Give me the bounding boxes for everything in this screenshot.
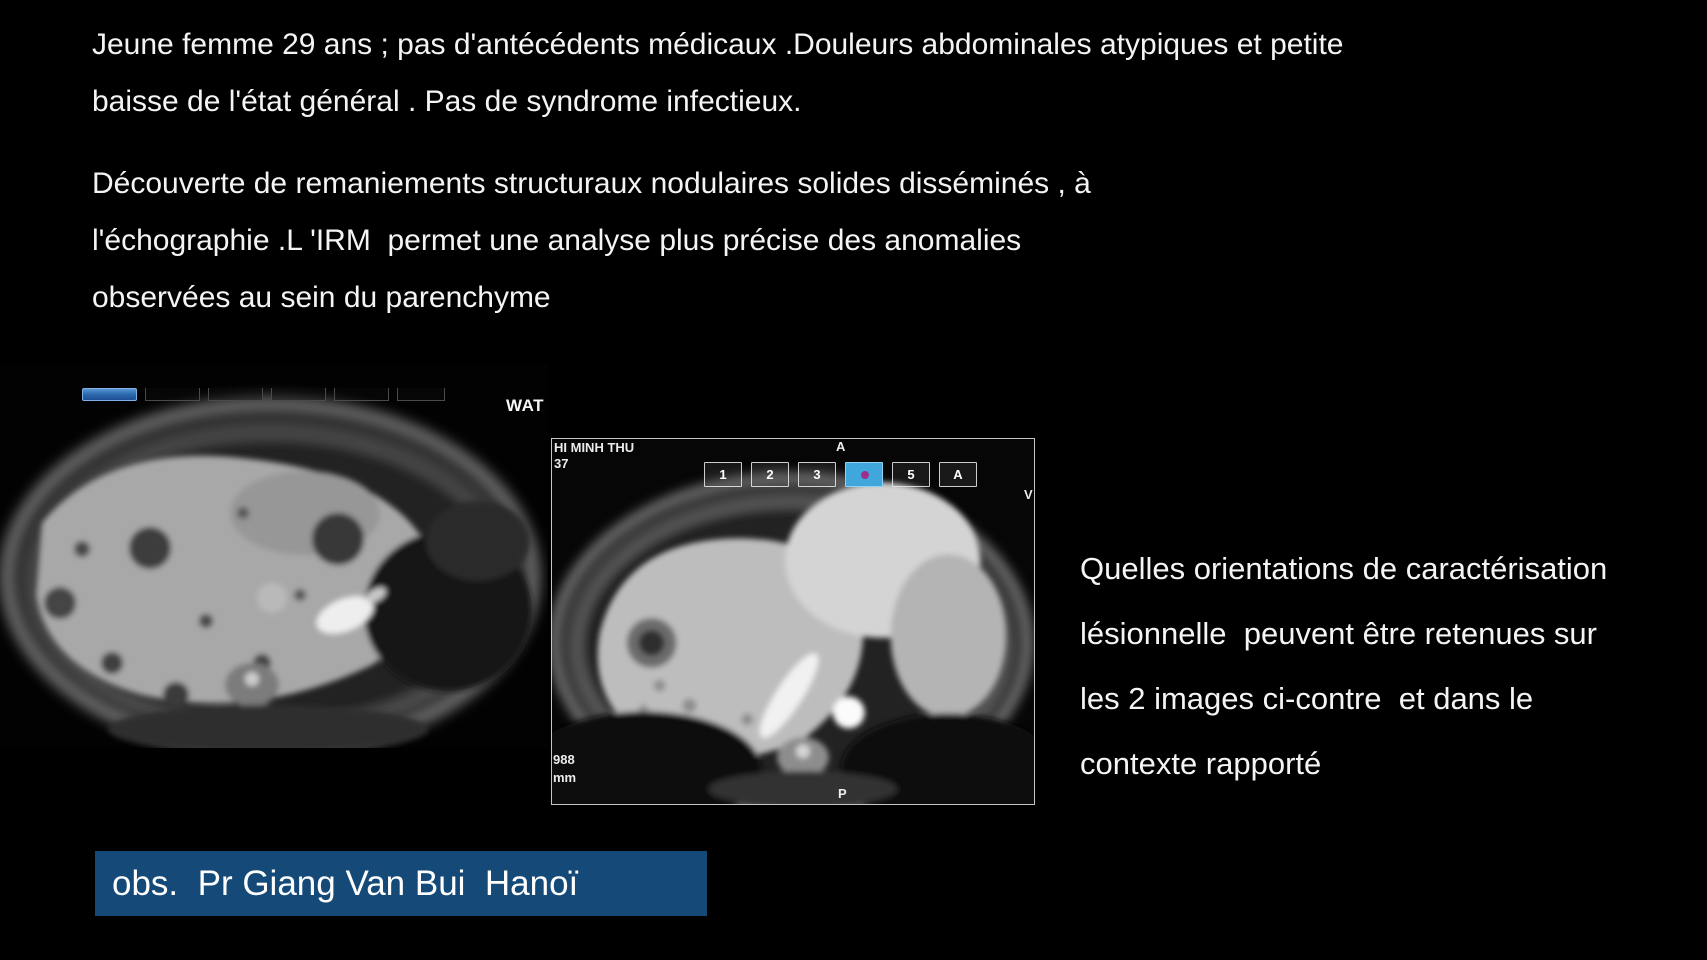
orientation-marker-posterior: P (838, 786, 847, 801)
credit-banner (95, 851, 707, 916)
series-thumbnail (145, 388, 200, 401)
question-text (1080, 536, 1690, 796)
series-thumbnail (334, 388, 389, 401)
findings-line-3: observées au sein du parenchyme (92, 281, 551, 314)
right-axial-mri-graphic (552, 439, 1034, 804)
series-tab-a: A (939, 462, 977, 487)
series-thumbnail (208, 388, 263, 401)
question-line-4: contexte rapporté (1080, 746, 1322, 781)
case-history-line-2: baisse de l'état général . Pas de syndrome infectieux. (92, 85, 802, 118)
series-tab-1: 1 (704, 462, 742, 487)
series-tab-row (552, 462, 1034, 488)
findings-line-1: Découverte de remaniements structuraux nodulaires solides disséminés , à (92, 167, 1091, 200)
selected-tab-dot-icon (861, 471, 869, 479)
scale-value-text: 988 (553, 752, 575, 767)
patient-id-text: HI MINH THU (554, 440, 635, 455)
series-tab-3: 3 (798, 462, 836, 487)
question-line-1: Quelles orientations de caractérisation (1080, 551, 1608, 586)
series-thumbnail (397, 388, 445, 401)
series-tab-2: 2 (751, 462, 789, 487)
findings-line-2: l'échographie .L 'IRM permet une analyse plus précise des anomalies (92, 224, 1022, 257)
case-history-text (92, 16, 1572, 130)
orientation-marker-right: V (1024, 487, 1033, 502)
left-mri-image (0, 363, 548, 748)
case-history-line-1: Jeune femme 29 ans ; pas d'antécédents médicaux .Douleurs abdominales atypiques et petite (92, 28, 1344, 61)
orientation-marker-anterior: A (836, 439, 846, 454)
findings-text (92, 155, 1312, 326)
series-thumbnail-strip (0, 363, 548, 407)
credit-label: obs. Pr Giang Van Bui Hanoï (112, 863, 579, 903)
selected-series-thumbnail (82, 388, 137, 401)
left-axial-mri-graphic (0, 363, 548, 748)
series-tab-5: 5 (892, 462, 930, 487)
question-line-2: lésionnelle peuvent être retenues sur (1080, 616, 1597, 651)
question-line-3: les 2 images ci-contre et dans le (1080, 681, 1534, 716)
sequence-label: WAT (506, 396, 545, 415)
series-tab-4-selected (845, 462, 883, 487)
patient-number-text: 37 (554, 456, 569, 471)
right-mri-image (551, 438, 1035, 805)
series-thumbnail (271, 388, 326, 401)
scale-unit-text: mm (553, 770, 577, 785)
